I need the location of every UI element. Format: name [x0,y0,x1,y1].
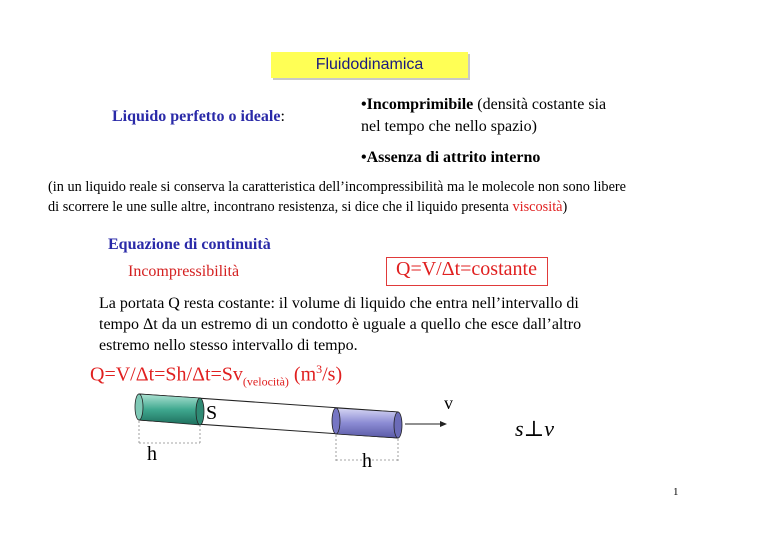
teal-fluid-segment [139,394,200,425]
section-label: S [206,402,218,424]
h-label-right: h [362,450,372,472]
formula2-unit-close: /s) [322,363,343,386]
liquid-label-text: Liquido perfetto o ideale [112,108,281,125]
formula2-subscript: (velocità) [242,374,289,389]
para-line-1: La portata Q resta costante: il volume di liquido che entra nell’intervallo di [99,295,579,312]
pipe-left-end [135,394,143,420]
pipe-right-end [394,412,402,438]
note-line-2: di scorrere le une sulle altre, incontrano resistenza, si dice che il liquido presenta [48,199,513,215]
liquid-label-colon: : [280,108,285,125]
formula2-unit-exponent: 3 [316,362,323,376]
property-no-friction: •Assenza di attrito interno [361,149,541,166]
viscosity-word: viscosità [512,199,563,215]
page-number: 1 [673,486,679,498]
teal-segment-face [196,398,204,425]
para-line-2: tempo Δt da un estremo di un condotto è uguale a quello che esce dall’altro [99,316,582,333]
para-line-3: estremo nello stesso intervallo di tempo. [99,337,358,354]
property-incompressible-bold: •Incomprimibile [361,96,474,113]
lavender-fluid-segment [336,408,398,438]
property-incompressible-rest-2: nel tempo che nello spazio) [361,118,537,135]
h-label-left: h [147,443,157,465]
note-close-paren: ) [562,199,568,215]
velocity-arrow-head [440,421,447,427]
perpendicular-label: s⊥v [515,416,555,441]
formula2-main: Q=V/Δt=Sh/Δt=Sv [90,363,243,386]
page-title: Fluidodinamica [315,56,424,73]
property-incompressible-rest: (densità costante sia [473,96,607,113]
flow-rate-formula: Q=V/Δt=costante [396,258,537,280]
lavender-segment-face [332,408,340,434]
note-line-1: (in un liquido reale si conserva la caratteristica dell’incompressibilità ma le molecole non sono libere [48,179,627,195]
velocity-label: v [444,393,453,413]
incompressibility-label: Incompressibilità [128,263,240,280]
formula2-unit-open: (m [288,363,317,386]
continuity-title: Equazione di continuità [108,236,271,253]
